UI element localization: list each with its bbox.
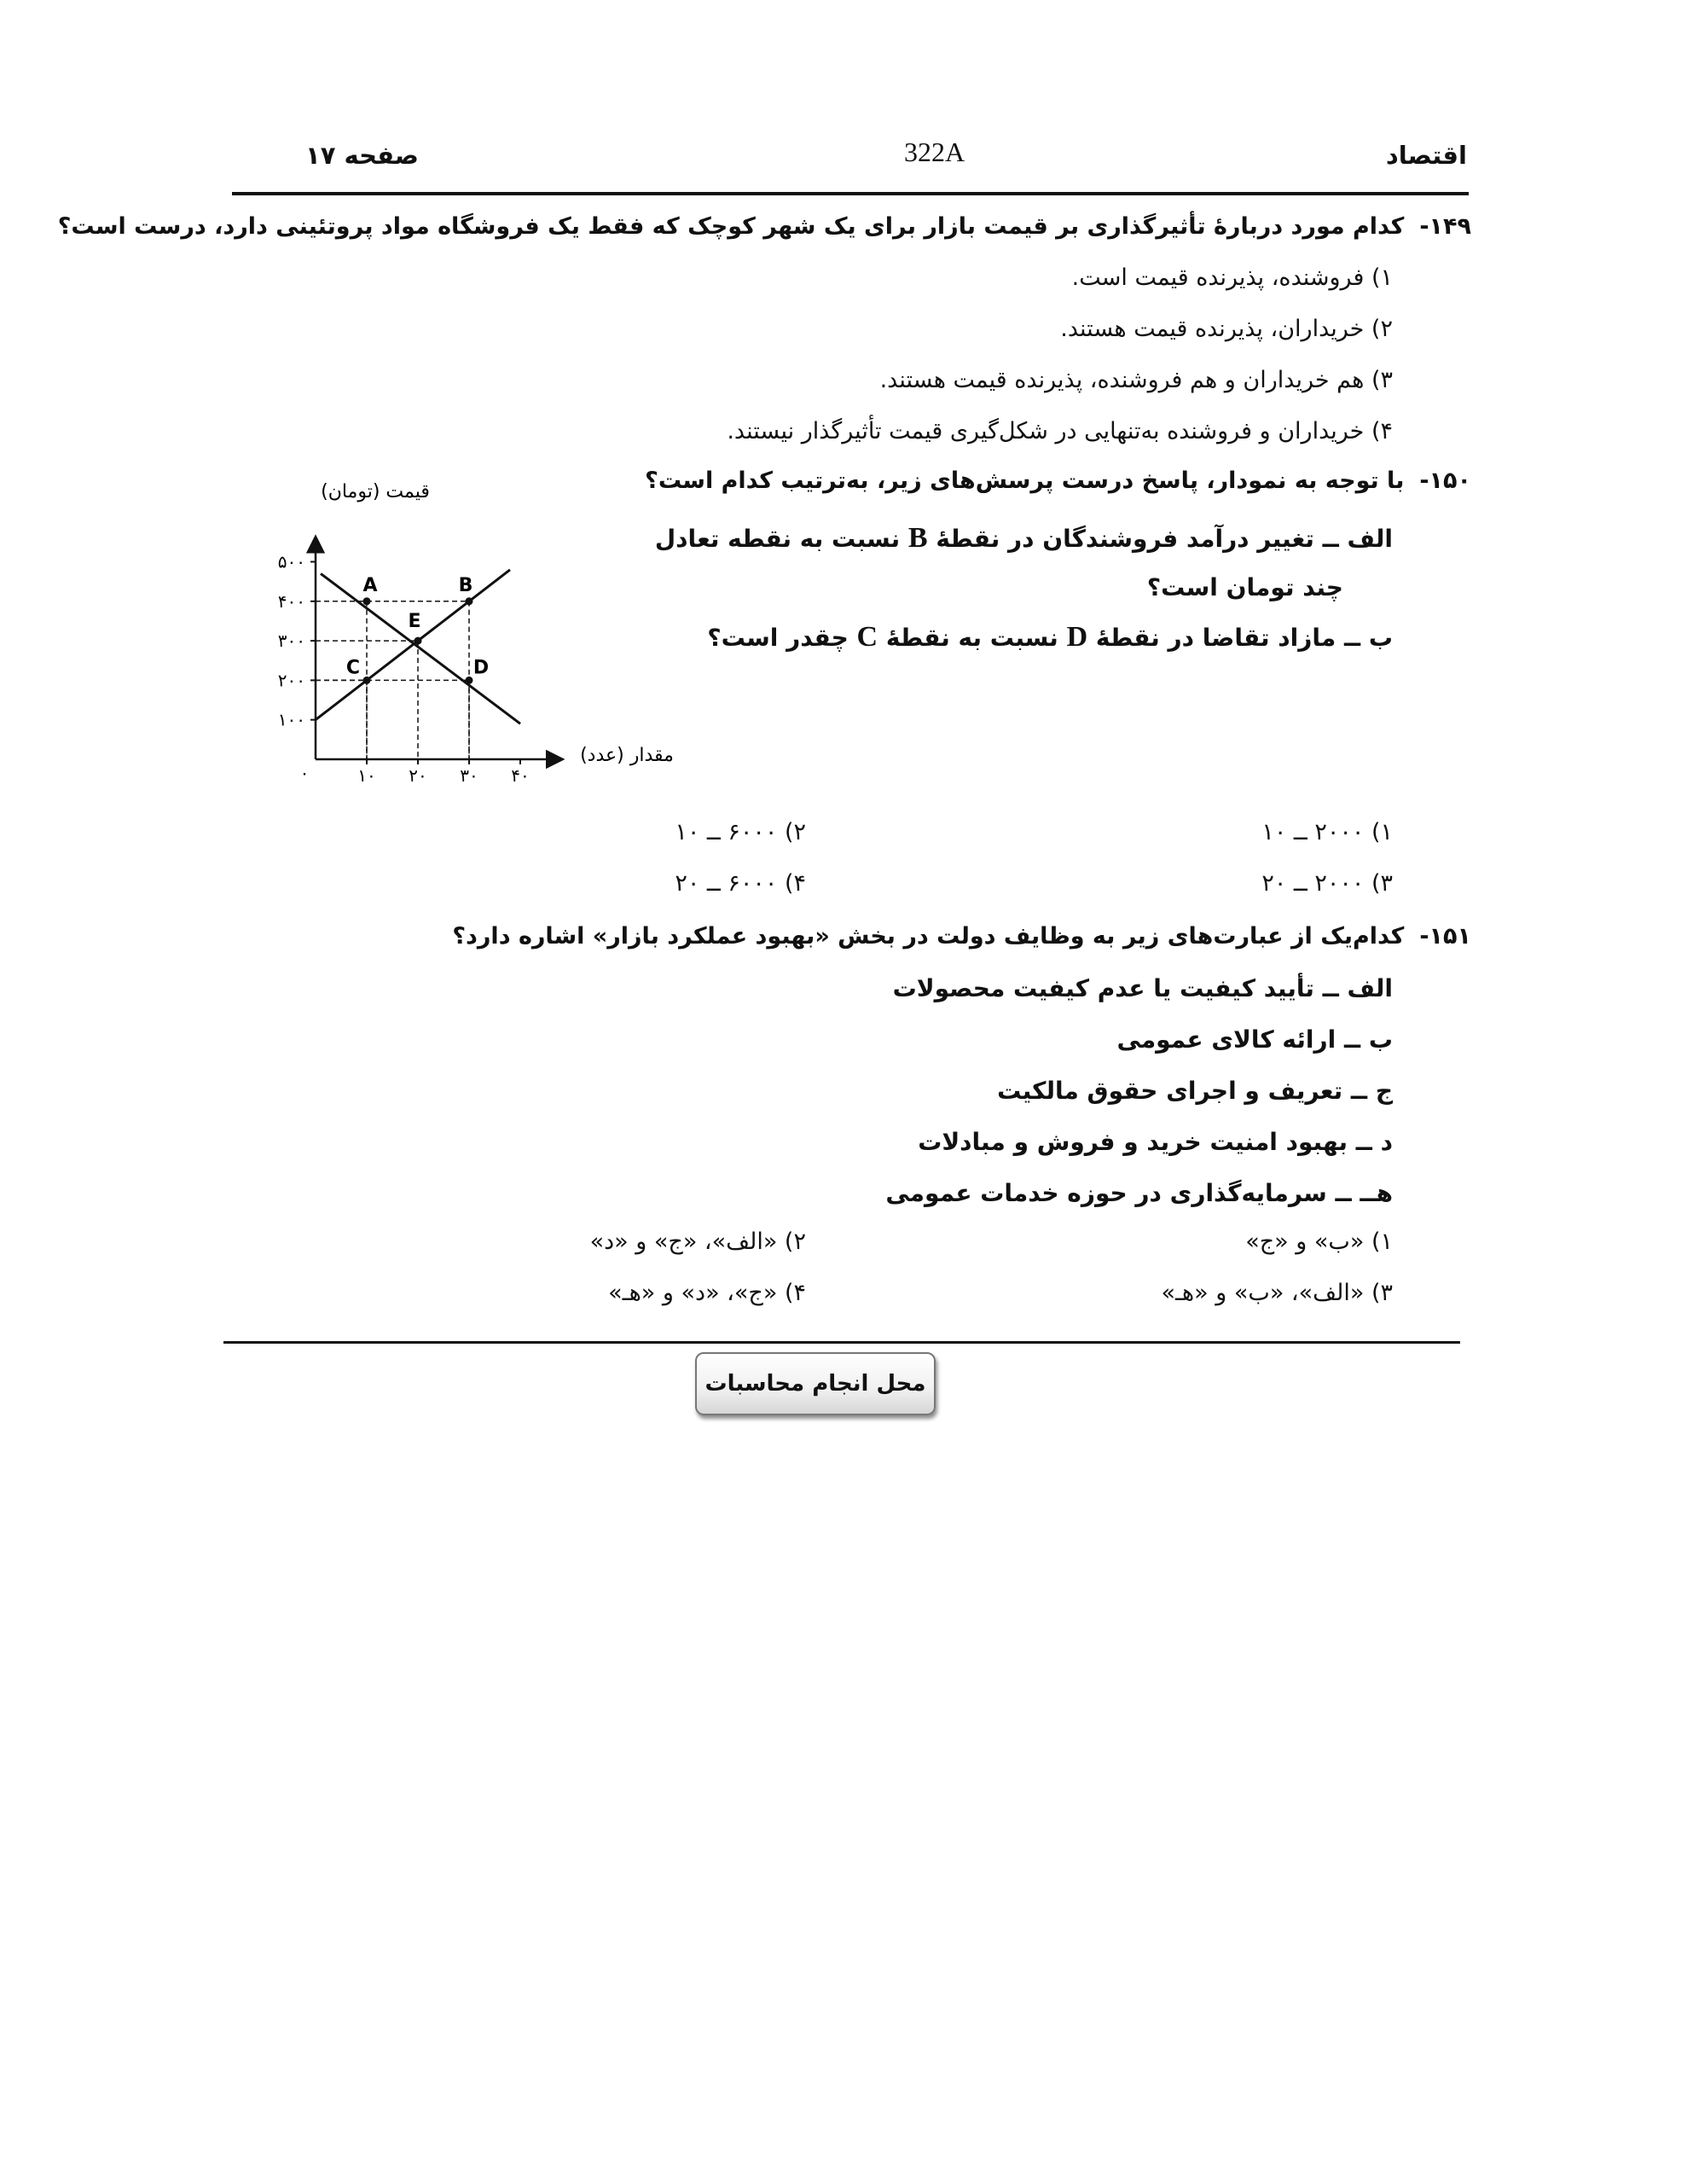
q150-option-4[interactable]: ۴) ۶۰۰۰ ــ ۲۰ bbox=[675, 870, 806, 897]
page-number: صفحه ۱۷ bbox=[305, 141, 419, 170]
q151-option-1[interactable]: ۱) «ب» و «ج» bbox=[1245, 1228, 1393, 1255]
question-number: ۱۵۰- bbox=[1419, 468, 1471, 494]
q150-option-2[interactable]: ۲) ۶۰۰۰ ــ ۱۰ bbox=[675, 819, 806, 845]
point-label-C: C bbox=[345, 657, 361, 679]
q151-item-he: هــ ــ سرمایه‌گذاری در حوزه خدمات عمومی bbox=[885, 1179, 1393, 1207]
point-B bbox=[466, 597, 473, 605]
y-tick-label: ۲۰۰ bbox=[277, 670, 305, 691]
point-D bbox=[466, 677, 473, 684]
chart-svg bbox=[239, 473, 699, 798]
q150-part-b bbox=[707, 621, 1393, 653]
header-divider bbox=[232, 192, 1469, 195]
exam-code: 322A bbox=[904, 136, 965, 167]
part-b-pre: ب ــ مازاد تقاضا در نقطهٔ bbox=[1095, 624, 1393, 652]
part-a-post: نسبت به نقطه تعادل bbox=[654, 525, 901, 553]
question-149 bbox=[57, 213, 1471, 240]
q150-part-a-line1 bbox=[655, 522, 1393, 555]
demand-curve bbox=[321, 573, 520, 723]
q150-option-3[interactable]: ۳) ۲۰۰۰ ــ ۲۰ bbox=[1261, 870, 1393, 897]
q150-part-a-line2: چند تومان است؟ bbox=[1146, 573, 1343, 601]
q151-option-4[interactable]: ۴) «ج»، «د» و «هـ» bbox=[608, 1280, 806, 1306]
q151-item-alef: الف ــ تأیید کیفیت یا عدم کیفیت محصولات bbox=[892, 974, 1393, 1002]
y-axis-label: قیمت (تومان) bbox=[321, 481, 430, 502]
origin-label: ۰ bbox=[299, 763, 310, 783]
x-tick-label: ۲۰ bbox=[409, 765, 427, 786]
question-text: کدام‌یک از عبارت‌های زیر به وظایف دولت در بخش «بهبود عملکرد بازار» اشاره دارد؟ bbox=[452, 923, 1405, 950]
subject-title: اقتصاد bbox=[1385, 141, 1467, 170]
question-text: کدام مورد دربارهٔ تأثیرگذاری بر قیمت بازار برای یک شهر کوچک که فقط یک فروشگاه مواد پروتئینی دارد، درست است؟ bbox=[57, 213, 1405, 240]
question-151 bbox=[226, 923, 1471, 950]
q149-option-2[interactable]: ۲) خریداران، پذیرنده قیمت هستند. bbox=[1060, 316, 1393, 342]
q151-item-jim: ج ــ تعریف و اجرای حقوق مالکیت bbox=[997, 1077, 1393, 1105]
point-A bbox=[363, 597, 371, 605]
q151-option-2[interactable]: ۲) «الف»، «ج» و «د» bbox=[589, 1228, 806, 1255]
q150-option-1[interactable]: ۱) ۲۰۰۰ ــ ۱۰ bbox=[1261, 819, 1393, 845]
y-tick-label: ۱۰۰ bbox=[277, 709, 305, 730]
q151-item-be: ب ــ ارائه کالای عمومی bbox=[1116, 1025, 1393, 1054]
q151-option-3[interactable]: ۳) «الف»، «ب» و «هـ» bbox=[1161, 1280, 1393, 1306]
footer-divider bbox=[223, 1341, 1460, 1344]
x-tick-label: ۱۰ bbox=[357, 765, 376, 786]
y-tick-label: ۳۰۰ bbox=[277, 630, 305, 652]
x-tick-label: ۳۰ bbox=[460, 765, 478, 786]
q149-option-3[interactable]: ۳) هم خریداران و هم فروشنده، پذیرنده قیمت هستند. bbox=[879, 367, 1393, 393]
part-b-post: چقدر است؟ bbox=[707, 624, 849, 652]
part-a-pre: الف ــ تغییر درآمد فروشندگان در نقطهٔ bbox=[936, 525, 1393, 553]
point-E bbox=[415, 637, 422, 645]
y-tick-label: ۵۰۰ bbox=[277, 551, 305, 572]
x-tick-label: ۴۰ bbox=[511, 765, 530, 786]
q151-item-dal: د ــ بهبود امنیت خرید و فروش و مبادلات bbox=[918, 1128, 1393, 1156]
point-label-E: E bbox=[408, 611, 421, 633]
point-c-label: C bbox=[856, 621, 878, 653]
x-axis-label: مقدار (عدد) bbox=[580, 745, 674, 766]
question-text: با توجه به نمودار، پاسخ درست پرسش‌های زیر، به‌ترتیب کدام است؟ bbox=[645, 468, 1405, 494]
point-d-label: D bbox=[1066, 621, 1088, 653]
part-b-mid: نسبت به نقطهٔ bbox=[885, 624, 1058, 652]
q149-option-4[interactable]: ۴) خریداران و فروشنده به‌تنهایی در شکل‌گیری قیمت تأثیرگذار نیستند. bbox=[727, 418, 1393, 444]
point-label-A: A bbox=[362, 574, 378, 596]
q149-option-1[interactable]: ۱) فروشنده، پذیرنده قیمت است. bbox=[1071, 264, 1393, 291]
point-label-D: D bbox=[473, 657, 490, 679]
point-C bbox=[363, 677, 371, 684]
question-number: ۱۴۹- bbox=[1419, 213, 1471, 240]
y-tick-label: ۴۰۰ bbox=[277, 590, 305, 612]
supply-demand-chart bbox=[239, 473, 699, 798]
point-label-B: B bbox=[458, 574, 473, 596]
point-b-label: B bbox=[907, 522, 928, 554]
calculation-area-button[interactable]: محل انجام محاسبات bbox=[695, 1352, 936, 1415]
question-number: ۱۵۱- bbox=[1419, 923, 1471, 950]
